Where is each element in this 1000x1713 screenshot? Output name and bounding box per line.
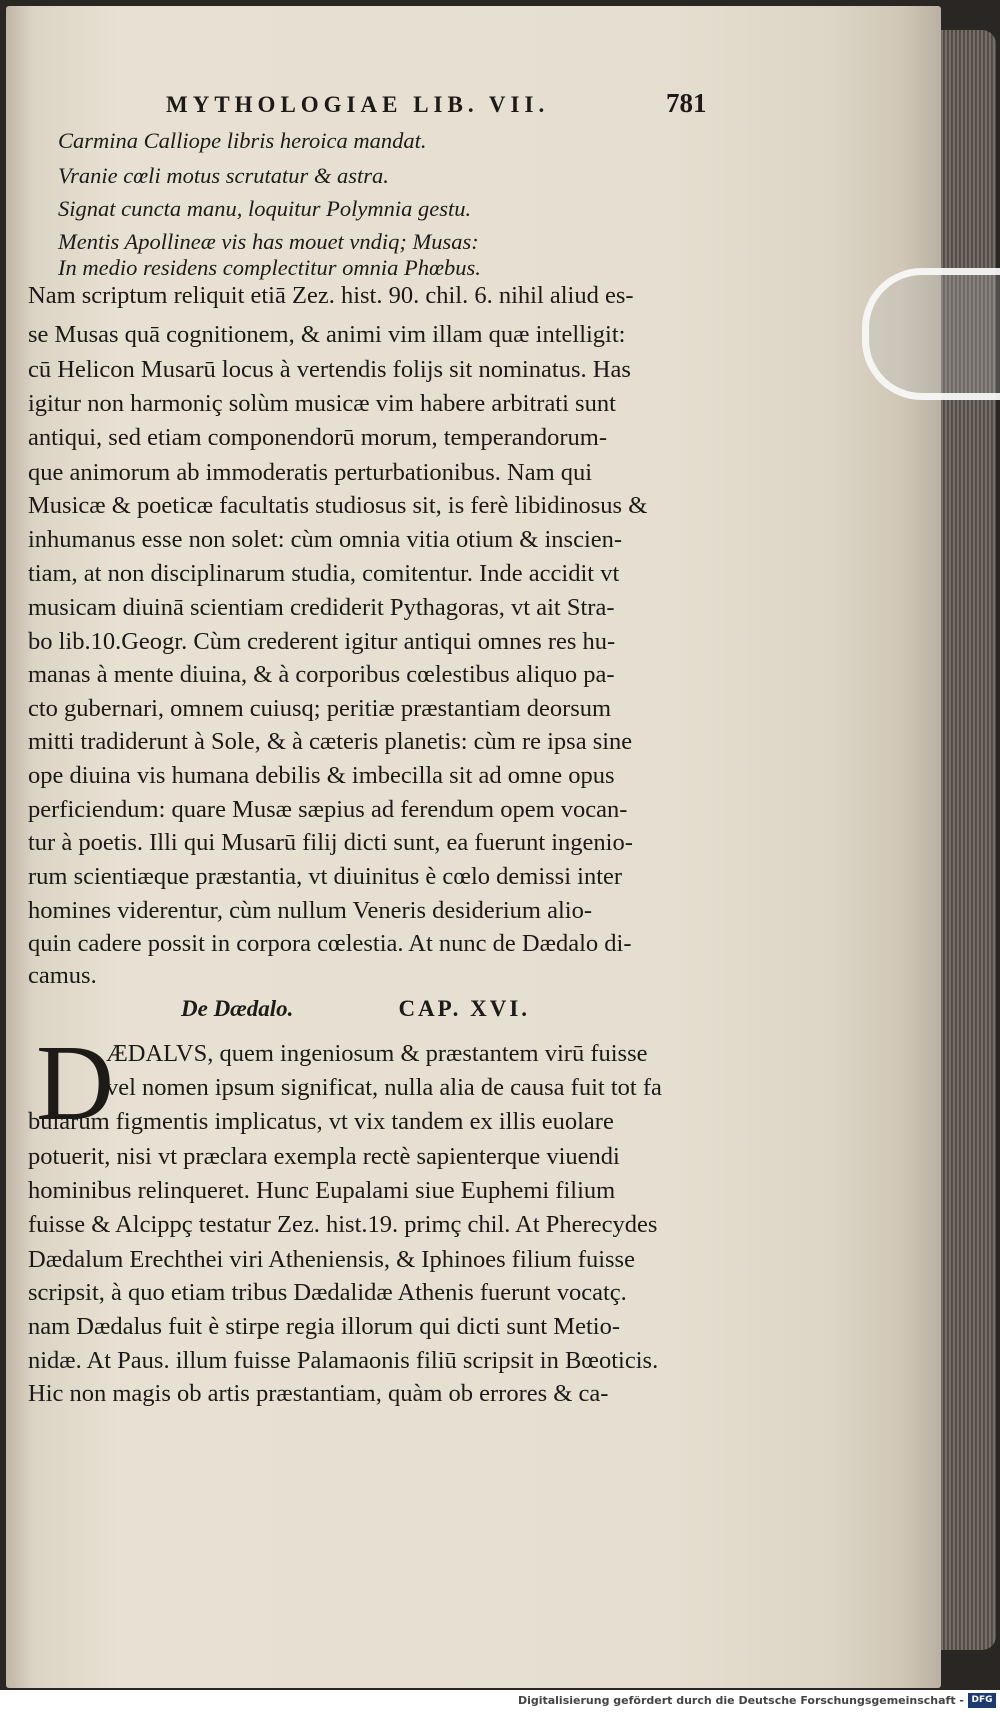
- text-line: bularum figmentis implicatus, vt vix tandem ex illis euolare: [28, 1108, 614, 1135]
- footer-bar: [0, 1690, 1000, 1713]
- text-line: mitti tradiderunt à Sole, & à cæteris planetis: cùm re ipsa sine: [28, 728, 633, 755]
- text-line: potuerit, nisi vt præclara exempla rectè sapienterque viuendi: [28, 1143, 620, 1170]
- chapter-heading: [181, 996, 530, 1022]
- text-line: perficiendum: quare Musæ sæpius ad ferendum opem vocan-: [28, 796, 628, 823]
- text-line: manas à mente diuina, & à corporibus cœlestibus aliquo pa-: [28, 661, 615, 688]
- text-line: musicam diuinā scientiam crediderit Pythagoras, vt ait Stra-: [28, 594, 615, 621]
- text-line: rum scientiæque præstantia, vt diuinitus è cœlo demissi inter: [28, 863, 623, 890]
- text-line: que animorum ab immoderatis perturbationibus. Nam qui: [28, 459, 593, 486]
- verse-line: Mentis Apollineæ vis has mouet vndiq; Musas:: [58, 229, 479, 254]
- text-line: camus.: [28, 962, 97, 989]
- text-line: cū Helicon Musarū locus à vertendis folijs sit nominatus. Has: [28, 356, 631, 383]
- verse-line: Carmina Calliope libris heroica mandat.: [58, 128, 427, 153]
- text-line: inhumanus esse non solet: cùm omnia vitia otium & inscien-: [28, 526, 623, 553]
- text-line: tiam, at non disciplinarum studia, comitentur. Inde accidit vt: [28, 560, 620, 587]
- text-line: Hic non magis ob artis præstantiam, quàm ob errores & ca-: [28, 1380, 609, 1407]
- text-line: antiqui, sed etiam componendorū morum, temperandorum-: [28, 424, 608, 451]
- text-line: ope diuina vis humana debilis & imbecilla sit ad omne opus: [28, 762, 615, 789]
- text-line: nidæ. At Paus. illum fuisse Palamaonis filiū scripsit in Bœoticis.: [28, 1347, 659, 1374]
- text-line: homines viderentur, cùm nullum Veneris desiderium alio-: [28, 897, 592, 924]
- page-number: 781: [666, 88, 707, 118]
- text-line: igitur non harmoniç solùm musicæ vim habere arbitrati sunt: [28, 390, 616, 417]
- text-line: quin cadere possit in corpora cœlestia. At nunc de Dædalo di-: [28, 930, 632, 957]
- text-line: vel nomen ipsum significat, nulla alia de causa fuit tot fa: [106, 1074, 662, 1101]
- text-line: Musicæ & poeticæ facultatis studiosus sit, is ferè libidinosus &: [28, 492, 648, 519]
- chapter-title: De Dædalo.: [181, 996, 294, 1021]
- drop-cap: D: [36, 1024, 114, 1143]
- text-line: bo lib.10.Geogr. Cùm crederent igitur antiqui omnes res hu-: [28, 628, 616, 655]
- text-line: hominibus relinqueret. Hunc Eupalami siue Euphemi filium: [28, 1177, 616, 1204]
- dfg-logo: DFG: [968, 1693, 996, 1708]
- text-line: scripsit, à quo etiam tribus Dædalidæ Athenis fuerunt vocatç.: [28, 1279, 627, 1306]
- chapter-number: CAP. XVI.: [398, 996, 531, 1021]
- verse-line: In medio residens complectitur omnia Phœbus.: [58, 255, 481, 280]
- text-line: se Musas quā cognitionem, & animi vim illam quæ intelligit:: [28, 321, 626, 348]
- page-clip: [862, 268, 1000, 400]
- verse-line: Vranie cœli motus scrutatur & astra.: [58, 163, 389, 188]
- text-line: nam Dædalus fuit è stirpe regia illorum qui dicti sunt Metio-: [28, 1313, 620, 1340]
- verse-line: Signat cuncta manu, loquitur Polymnia gestu.: [58, 196, 472, 221]
- running-head: MYTHOLOGIAE LIB. VII.: [166, 92, 550, 117]
- text-line: Nam scriptum reliquit etiā Zez. hist. 90. chil. 6. nihil aliud es-: [28, 282, 634, 309]
- text-line: tur à poetis. Illi qui Musarū filij dicti sunt, ea fuerunt ingenio-: [28, 829, 633, 856]
- book-page: [6, 6, 941, 1688]
- text-line: Dædalum Erechthei viri Atheniensis, & Iphinoes filium fuisse: [28, 1246, 635, 1273]
- text-line: ÆDALVS, quem ingeniosum & præstantem virū fuisse: [106, 1040, 648, 1067]
- text-line: fuisse & Alcippç testatur Zez. hist.19. primç chil. At Pherecydes: [28, 1211, 658, 1238]
- digitization-credit: Digitalisierung gefördert durch die Deutsche Forschungsgemeinschaft -: [517, 1694, 964, 1707]
- text-line: cto gubernari, omnem cuiusq; peritiæ præstantiam deorsum: [28, 695, 612, 722]
